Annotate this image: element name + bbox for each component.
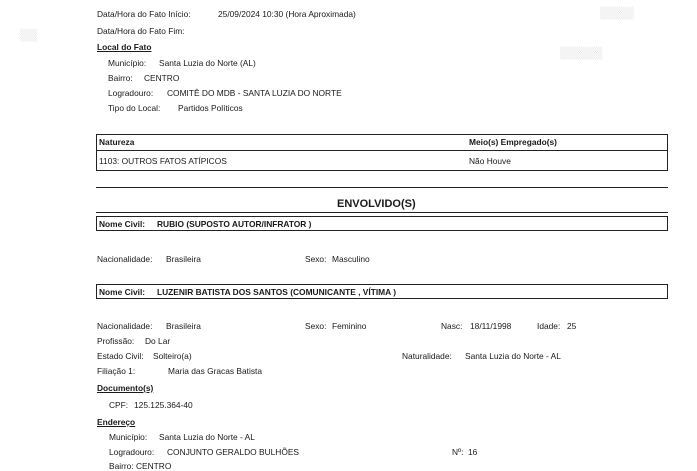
fato-fim-label: Data/Hora do Fato Fim:	[97, 26, 185, 36]
meios-column-header: Meio(s) Empregado(s)	[469, 137, 557, 147]
person-2-endereco-logradouro-label: Logradouro:	[109, 447, 155, 457]
person-2-estado-civil-label: Estado Civil:	[97, 351, 144, 361]
person-2-documentos-title: Documento(s)	[97, 383, 154, 393]
person-2-endereco-municipio-value: Santa Luzia do Norte - AL	[159, 432, 255, 442]
person-2-endereco-numero-label: Nº:	[452, 447, 464, 457]
person-2-endereco-bairro-partial: Bairro: CENTRO	[109, 461, 172, 471]
fato-municipio-value: Santa Luzia do Norte (AL)	[159, 58, 256, 68]
person-2-name-value: LUZENIR BATISTA DOS SANTOS (COMUNICANTE , VÍTIMA )	[157, 287, 396, 297]
person-2-endereco-logradouro-value: CONJUNTO GERALDO BULHÕES	[167, 447, 300, 457]
person-2-filiacao-value: Maria das Gracas Batista	[168, 366, 263, 376]
person-1-nacionalidade-label: Nacionalidade:	[97, 254, 153, 264]
watermark-mark: ▒▒▒▒	[600, 7, 634, 20]
person-2-cpf-label: CPF:	[109, 400, 129, 410]
person-2-nasc-value: 18/11/1998	[470, 321, 512, 331]
person-1-nacionalidade-value: Brasileira	[166, 254, 201, 264]
fato-inicio-value: 25/09/2024 10:30 (Hora Aproximada)	[218, 9, 356, 19]
person-2-naturalidade-label: Naturalidade:	[402, 351, 452, 361]
person-2-sexo-value: Feminino	[332, 321, 367, 331]
person-2-endereco-title: Endereço	[97, 417, 136, 427]
section-divider-top	[96, 187, 668, 188]
person-1-sexo-value: Masculino	[332, 254, 370, 264]
person-2-nacionalidade-label: Nacionalidade:	[97, 321, 153, 331]
person-2-endereco-municipio-label: Município:	[109, 432, 148, 442]
fato-inicio-label: Data/Hora do Fato Início:	[97, 9, 191, 19]
meios-cell: Não Houve	[469, 156, 511, 166]
envolvidos-title: ENVOLVIDO(S)	[337, 198, 416, 210]
natureza-cell: 1103: OUTROS FATOS ATÍPICOS	[99, 156, 227, 166]
natureza-table-header-divider	[96, 150, 668, 151]
person-2-endereco-numero-value: 16	[468, 447, 478, 457]
fato-bairro-value: CENTRO	[144, 73, 180, 83]
person-2-sexo-label: Sexo:	[305, 321, 327, 331]
person-2-name-label: Nome Civil:	[99, 287, 146, 297]
section-divider-bottom	[96, 212, 668, 213]
person-2-filiacao-label: Filiação 1:	[97, 366, 136, 376]
watermark-mark: ▒▒	[20, 29, 37, 42]
person-2-profissao-label: Profissão:	[97, 336, 135, 346]
fato-tipo-label: Tipo do Local:	[108, 103, 161, 113]
fato-logradouro-label: Logradouro:	[108, 88, 154, 98]
person-2-idade-label: Idade:	[537, 321, 561, 331]
person-2-nasc-label: Nasc:	[441, 321, 463, 331]
person-2-profissao-value: Do Lar	[145, 336, 171, 346]
person-2-idade-value: 25	[567, 321, 577, 331]
fato-tipo-value: Partidos Políticos	[178, 103, 243, 113]
person-2-nacionalidade-value: Brasileira	[166, 321, 201, 331]
person-2-naturalidade-value: Santa Luzia do Norte - AL	[465, 351, 561, 361]
fato-bairro-label: Bairro:	[108, 73, 133, 83]
person-1-sexo-label: Sexo:	[305, 254, 327, 264]
person-1-name-label: Nome Civil:	[99, 219, 146, 229]
natureza-column-header: Natureza	[99, 137, 135, 147]
fato-logradouro-value: COMITÊ DO MDB - SANTA LUZIA DO NORTE	[167, 88, 342, 98]
person-2-cpf-value: 125.125.364-40	[134, 400, 193, 410]
local-do-fato-title: Local do Fato	[97, 42, 152, 52]
person-2-estado-civil-value: Solteiro(a)	[153, 351, 192, 361]
person-1-name-value: RUBIO (SUPOSTO AUTOR/INFRATOR )	[157, 219, 312, 229]
watermark-mark: ▒▒▒▒▒	[560, 47, 603, 60]
fato-municipio-label: Município:	[108, 58, 147, 68]
